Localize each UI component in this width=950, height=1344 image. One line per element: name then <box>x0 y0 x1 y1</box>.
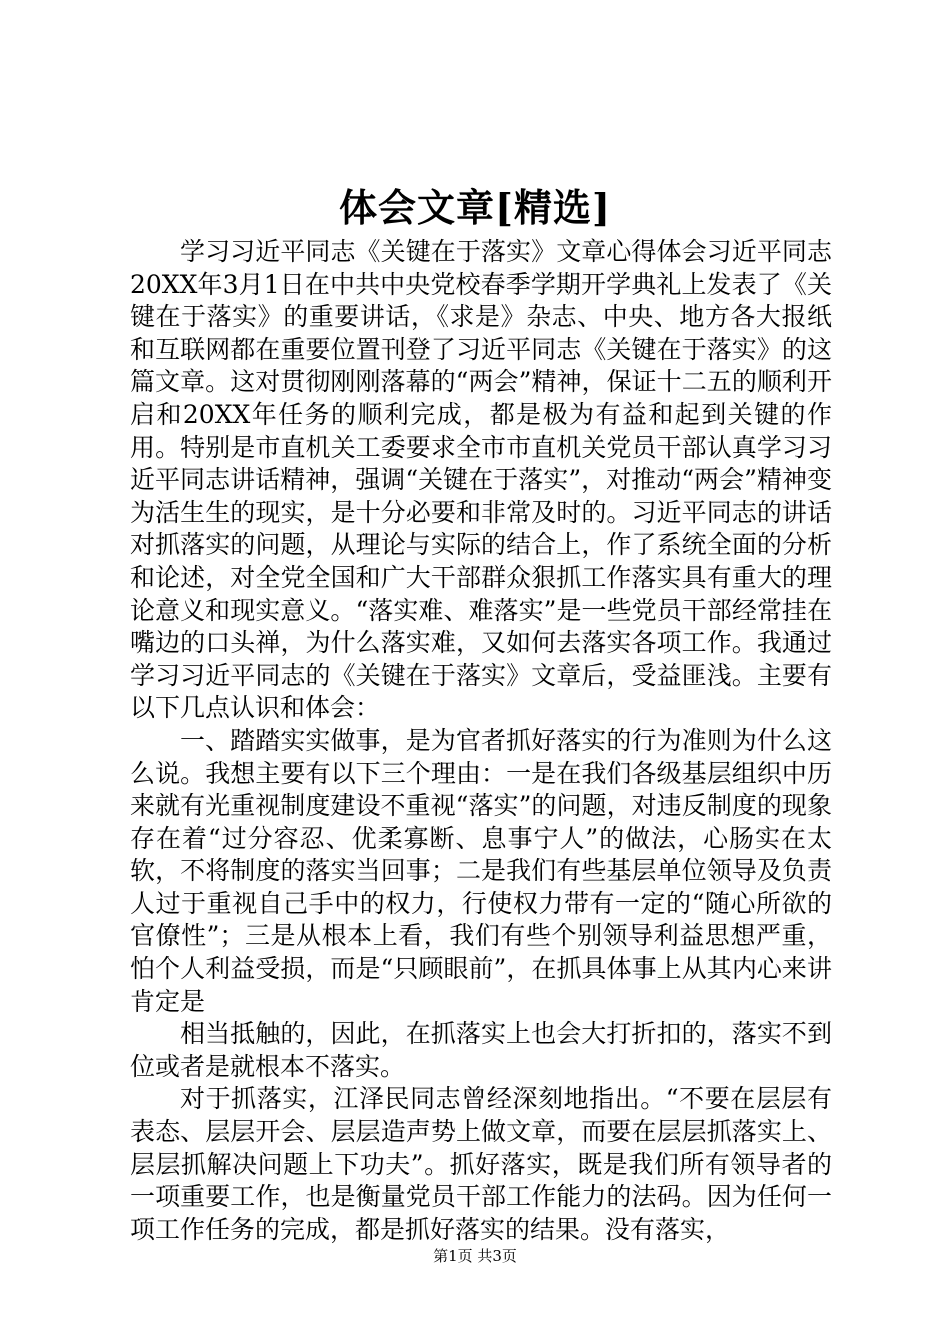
paragraph-2: 一、踏踏实实做事，是为官者抓好落实的行为准则为什么这么说。我想主要有以下三个理由：一是在我们各级基层组织中历来就有光重视制度建设不重视“落实”的问题，对违反制度的现象存在着“过分容忍、优柔寡断、息事宁人”的做法，心肠实在太软，不将制度的落实当回事；二是我们有些基层单位领导及负责人过于重视自己手中的权力，行使权力带有一定的“随心所欲的官僚性”；三是从根本上看，我们有些个别领导利益思想严重，怕个人利益受损，而是“只顾眼前”，在抓具体事上从其内心来讲肯定是 <box>130 725 832 1016</box>
paragraph-3: 相当抵触的，因此，在抓落实上也会大打折扣的，落实不到位或者是就根本不落实。 <box>130 1019 832 1081</box>
paragraph-4: 对于抓落实，江泽民同志曾经深刻地指出。“不要在层层有表态、层层开会、层层造声势上做文章，而要在层层抓落实上、层层抓解决问题上下功夫”。抓好落实，既是我们所有领导者的一项重要工作，也是衡量党员干部工作能力的法码。因为任何一项工作任务的完成，都是抓好落实的结果。没有落实， <box>130 1084 832 1244</box>
page-footer: 第1页 共3页 <box>433 1247 517 1265</box>
document-body <box>130 236 832 1246</box>
paragraph-1: 学习习近平同志《关键在于落实》文章心得体会习近平同志20XX年3月1日在中共中央党校春季学期开学典礼上发表了《关键在于落实》的重要讲话，《求是》杂志、中央、地方各大报纸和互联网都在重要位置刊登了习近平同志《关键在于落实》的这篇文章。这对贯彻刚刚落幕的“两会”精神，保证十二五的顺利开启和20XX年任务的顺利完成，都是极为有益和起到关键的作用。特别是市直机关工委要求全市市直机关党员干部认真学习习近平同志讲话精神，强调“关键在于落实”，对推动“两会”精神变为活生生的现实，是十分必要和非常及时的。习近平同志的讲话对抓落实的问题，从理论与实际的结合上，作了系统全面的分析和论述，对全党全国和广大干部群众狠抓工作落实具有重大的理论意义和现实意义。“落实难、难落实”是一些党员干部经常挂在嘴边的口头禅，为什么落实难，又如何去落实各项工作。我通过学习习近平同志的《关键在于落实》文章后，受益匪浅。主要有以下几点认识和体会： <box>130 237 832 723</box>
document-title: 体会文章[精选] <box>339 185 611 230</box>
